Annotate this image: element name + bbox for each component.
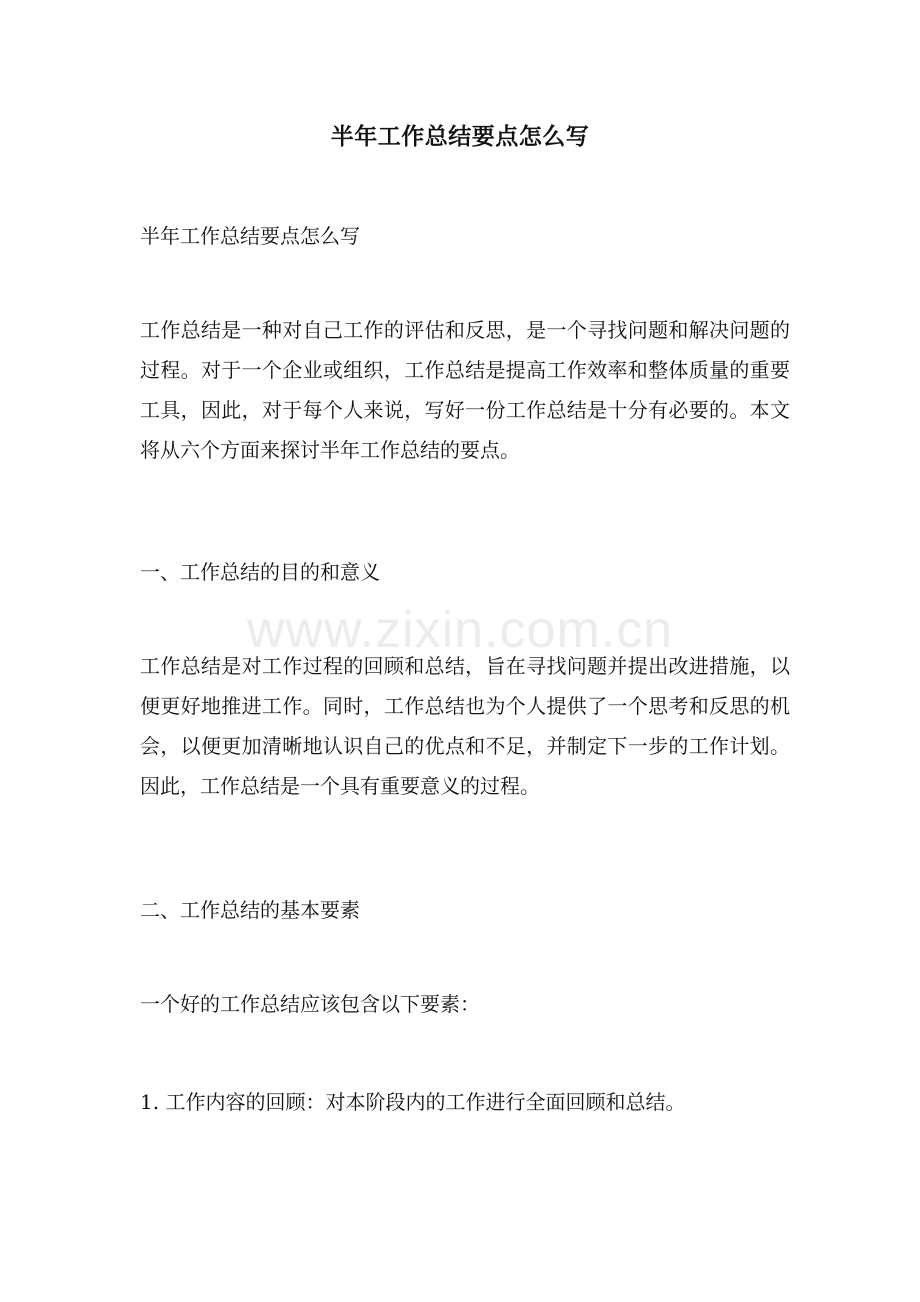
watermark-text: www.zixin.com.cn	[246, 601, 674, 659]
section-2-heading: 二、工作总结的基本要素	[140, 898, 360, 922]
section-1-heading: 一、工作总结的目的和意义	[140, 560, 380, 584]
section-2-lead: 一个好的工作总结应该包含以下要素：	[140, 992, 480, 1016]
document-subtitle: 半年工作总结要点怎么写	[140, 224, 360, 248]
intro-paragraph: 工作总结是一种对自己工作的评估和反思，是一个寻找问题和解决问题的过程。对于一个企业或组织，工作总结是提高工作效率和整体质量的重要工具，因此，对于每个人来说，写好一份工作总结是十分有必要的。本文将从六个方面来探讨半年工作总结的要点。	[140, 318, 790, 462]
section-1-paragraph: 工作总结是对工作过程的回顾和总结，旨在寻找问题并提出改进措施，以便更好地推进工作。同时，工作总结也为个人提供了一个思考和反思的机会，以便更加清晰地认识自己的优点和不足，并制定下一步的工作计划。因此，工作总结是一个具有重要意义的过程。	[140, 654, 790, 798]
list-item: 1. 工作内容的回顾：对本阶段内的工作进行全面回顾和总结。	[140, 1090, 686, 1114]
document-title: 半年工作总结要点怎么写	[330, 123, 590, 150]
